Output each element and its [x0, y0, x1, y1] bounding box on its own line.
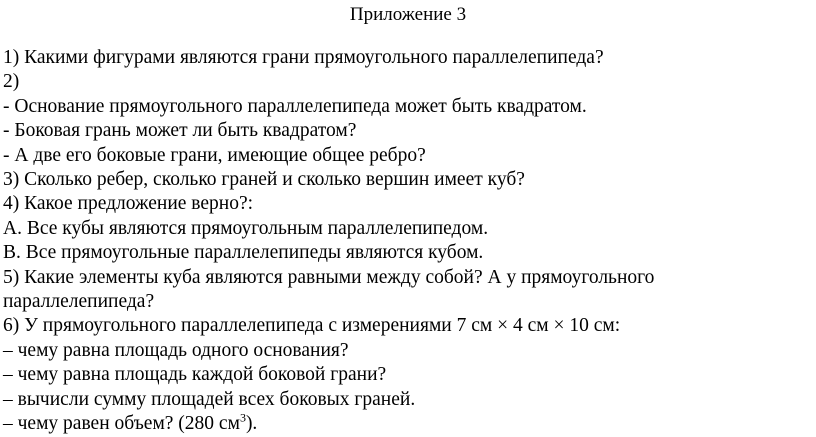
question-6-item-4 [3, 412, 813, 436]
question-2: 2) [3, 71, 20, 93]
question-4-option-a: А. Все кубы являются прямоугольным параллелепипедом. [3, 217, 489, 239]
question-list [3, 46, 813, 437]
question-1: 1) Какими фигурами являются грани прямоугольного параллелепипеда? [3, 47, 604, 68]
question-4-option-b: В. Все прямоугольные параллелепипеды являются кубом. [3, 242, 484, 264]
question-6: 6) У прямоугольного параллелепипеда с измерениями 7 см × 4 см × 10 см: [3, 315, 621, 337]
question-5-continuation: параллелепипеда? [3, 291, 155, 313]
question-6-item-1: – чему равна площадь одного основания? [3, 339, 349, 361]
question-2-item-3: - А две его боковые грани, имеющие общее ребро? [3, 144, 426, 166]
question-3: 3) Сколько ребер, сколько граней и сколько вершин имеет куб? [3, 169, 525, 191]
question-2-item-1: - Основание прямоугольного параллелепипеда может быть квадратом. [3, 95, 587, 117]
question-6-item-3: – вычисли сумму площадей всех боковых граней. [3, 388, 416, 410]
volume-question-end: ). [245, 413, 258, 435]
question-4: 4) Какое предложение верно?: [3, 193, 254, 215]
volume-question-text: – чему равен объем? (280 см [3, 413, 240, 435]
question-6-item-2: – чему равна площадь каждой боковой грани? [3, 364, 387, 386]
cube-exponent: 3 [239, 410, 246, 425]
question-2-item-2: - Боковая грань может ли быть квадратом? [3, 120, 357, 142]
page-title: Приложение 3 [349, 4, 467, 25]
question-5: 5) Какие элементы куба являются равными между собой? А у прямоугольного [3, 266, 655, 288]
